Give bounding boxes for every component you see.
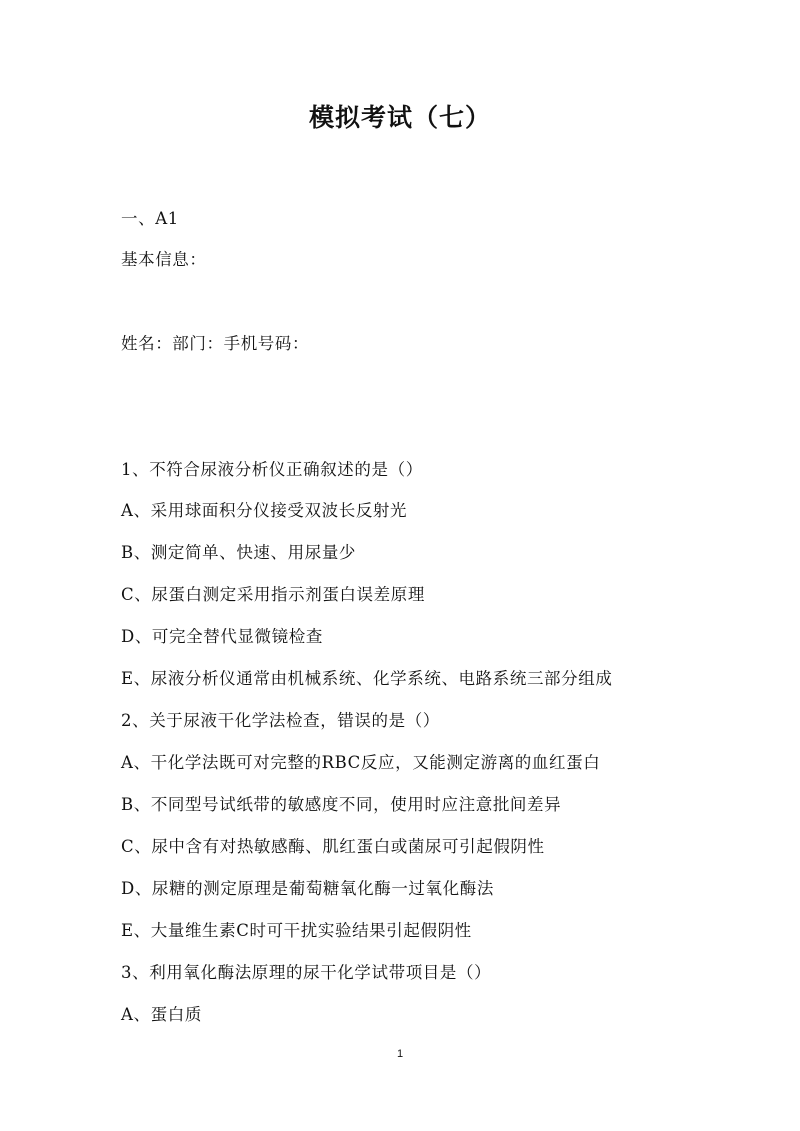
question-stem: 2、关于尿液干化学法检查，错误的是（） — [121, 711, 440, 730]
question-option: E、大量维生素C时可干扰实验结果引起假阴性 — [121, 921, 472, 940]
question-option: A、干化学法既可对完整的RBC反应，又能测定游离的血红蛋白 — [121, 753, 601, 772]
question-option: B、测定简单、快速、用尿量少 — [121, 543, 357, 562]
question-option: D、可完全替代显微镜检查 — [121, 627, 323, 646]
question-option: A、采用球面积分仪接受双波长反射光 — [121, 501, 408, 520]
section-heading: 一、A1 — [121, 209, 179, 228]
question-stem: 3、利用氧化酶法原理的尿干化学试带项目是（） — [121, 963, 492, 982]
question-option: D、尿糖的测定原理是葡萄糖氧化酶一过氧化酶法 — [121, 879, 494, 898]
question-option: C、尿蛋白测定采用指示剂蛋白误差原理 — [121, 585, 425, 604]
question-option: A、蛋白质 — [121, 1005, 202, 1024]
personal-fields: 姓名：部门：手机号码： — [121, 334, 310, 353]
question-option: B、不同型号试纸带的敏感度不同，使用时应注意批间差异 — [121, 795, 562, 814]
page-number: 1 — [396, 1048, 404, 1060]
question-option: C、尿中含有对热敏感酶、肌红蛋白或菌尿可引起假阴性 — [121, 837, 545, 856]
question-stem: 1、不符合尿液分析仪正确叙述的是（） — [121, 460, 423, 479]
page-title: 模拟考试（七） — [308, 103, 491, 132]
question-option: E、尿液分析仪通常由机械系统、化学系统、电路系统三部分组成 — [121, 669, 613, 688]
basic-info-label: 基本信息： — [121, 250, 207, 269]
